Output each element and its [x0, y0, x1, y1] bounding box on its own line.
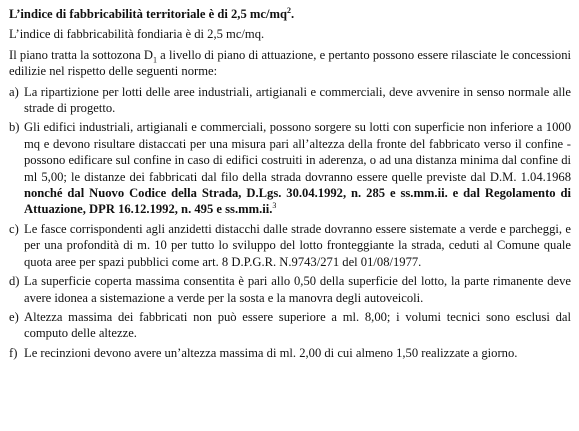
- item-letter: f): [9, 345, 18, 360]
- item-letter: b): [9, 120, 20, 135]
- heading-text: L’indice di fabbricabilità territoriale è di 2,5 mc/mq: [9, 7, 287, 21]
- item-text: Le recinzioni devono avere un’altezza massima di ml. 2,00 di cui almeno 1,50 realizzate a giorno.: [24, 345, 518, 360]
- list-item-f: [9, 345, 571, 361]
- list-item-c: [9, 221, 571, 270]
- footnote-ref-3: 3: [272, 201, 277, 211]
- item-letter: e): [9, 309, 19, 324]
- item-bold-text: nonché dal Nuovo Codice della Strada, D.Lgs. 30.04.1992, n. 285 e ss.mm.ii. e dal Regolamento di Attuazione, DPR 16.12.1992, n. 495 e ss.mm.ii.: [24, 186, 571, 217]
- heading-territorial-index: [9, 6, 571, 22]
- item-text: La superficie coperta massima consentita è pari allo 0,50 della superficie del lotto, la parte rimanente deve avere idonea a sistemazione a verde per la sosta e la manovra degli autoveicoli.: [24, 274, 571, 305]
- list-item-b: [9, 119, 571, 217]
- paragraph-intro: [9, 47, 571, 80]
- intro-after: a livello di piano di attuazione, e pertanto possono essere rilasciate le concessioni edilizie nel rispetto delle seguenti norme:: [9, 47, 571, 79]
- zone-subscript: 1: [152, 55, 157, 65]
- item-text: Altezza massima dei fabbricati non può essere superiore a ml. 8,00; i volumi tecnici sono esclusi dal computo delle altezze.: [24, 309, 571, 341]
- paragraph-fondiaria-index: L’indice di fabbricabilità fondiaria è di 2,5 mc/mq.: [9, 27, 265, 42]
- intro-before: Il piano tratta la sottozona D: [9, 47, 153, 62]
- item-text: Gli edifici industriali, artigianali e commerciali, possono sorgere su lotti con superficie non inferiore a 1000 mq e devono risultare distaccati per una misura pari all’altezza della fronte del fabbricato verso il confine - possono edificare sul confine in caso di edifici costruiti in aderenza, o ad una distanza minima dal confine di ml 5,00; le distanze dei fabbricati dal filo della strada dovranno essere quelle previste dal D.M. 1.04.1968: [24, 120, 571, 184]
- list-item-e: [9, 309, 571, 342]
- item-text: La ripartizione per lotti delle aree industriali, artigianali e commerciali, deve avvenire in senso normale alle strade di progetto.: [24, 84, 571, 116]
- item-letter: c): [9, 221, 19, 236]
- item-letter: a): [9, 84, 19, 99]
- item-letter: d): [9, 274, 20, 289]
- footnote-ref-2: 2: [286, 5, 291, 15]
- item-text: Le fasce corrispondenti agli anzidetti distacchi dalle strade dovranno essere sistemate a verde e parcheggi, e per una profondità di m. 10 per tutto lo sviluppo del lotto fronteggiante la strada, ceduti al Comune quale quota aree per spazi pubblici come art. 8 D.P.G.R. N.9743/271 del 01/08/1977.: [24, 221, 571, 269]
- list-item-a: [9, 84, 571, 117]
- item-text-container: [24, 119, 571, 217]
- list-item-d: [9, 273, 571, 306]
- heading-period: .: [290, 7, 295, 21]
